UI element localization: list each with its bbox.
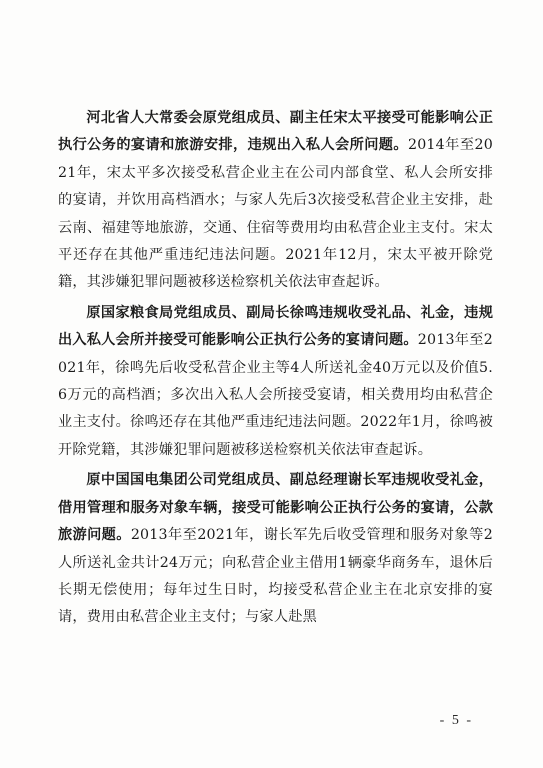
page-number: - 5 -	[439, 713, 473, 728]
paragraph-song-taiping	[58, 105, 493, 297]
paragraph-lead: 河北省人大常委会原党组成员、副主任宋太平接受可能影响公正执行公务的宴请和旅游安排，违规出入私人会所问题。	[58, 110, 493, 154]
document-body	[58, 105, 493, 632]
paragraph-xie-changjun	[58, 467, 493, 631]
paragraph-body: 2013年至2021年，徐鸣先后收受私营企业主等4人所送礼金40万元以及价值5.6万元的高档酒；多次出入私人会所接受宴请，相关费用均由私营企业主支付。徐鸣还存在其他严重违纪违法问题。2022年1月，徐鸣被开除党籍，其涉嫌犯罪问题被移送检察机关依法审查起诉。	[58, 332, 493, 458]
paragraph-body: 2014年至2021年，宋太平多次接受私营企业主在公司内部食堂、私人会所安排的宴请，并饮用高档酒水；与家人先后3次接受私营企业主安排，赴云南、福建等地旅游，交通、住宿等费用均由私营企业主支付。宋太平还存在其他严重违纪违法问题。2021年12月，宋太平被开除党籍，其涉嫌犯罪问题被移送检察机关依法审查起诉。	[58, 137, 494, 291]
paragraph-lead: 原国家粮食局党组成员、副局长徐鸣违规收受礼品、礼金，违规出入私人会所并接受可能影响公正执行公务的宴请问题。	[58, 304, 493, 349]
paragraph-body: 2013年至2021年，谢长军先后收受管理和服务对象等2人所送礼金共计24万元；向私营企业主借用1辆豪华商务车，退休后长期无偿使用；每年过生日时，均接受私营企业主在北京安排的宴请，费用由私营企业主支付；与家人赴黑	[58, 527, 493, 626]
paragraph-lead: 原中国国电集团公司党组成员、副总经理谢长军违规收受礼金，借用管理和服务对象车辆，接受可能影响公正执行公务的宴请，公款旅游问题。	[58, 472, 493, 544]
paragraph-xu-ming	[58, 300, 493, 464]
